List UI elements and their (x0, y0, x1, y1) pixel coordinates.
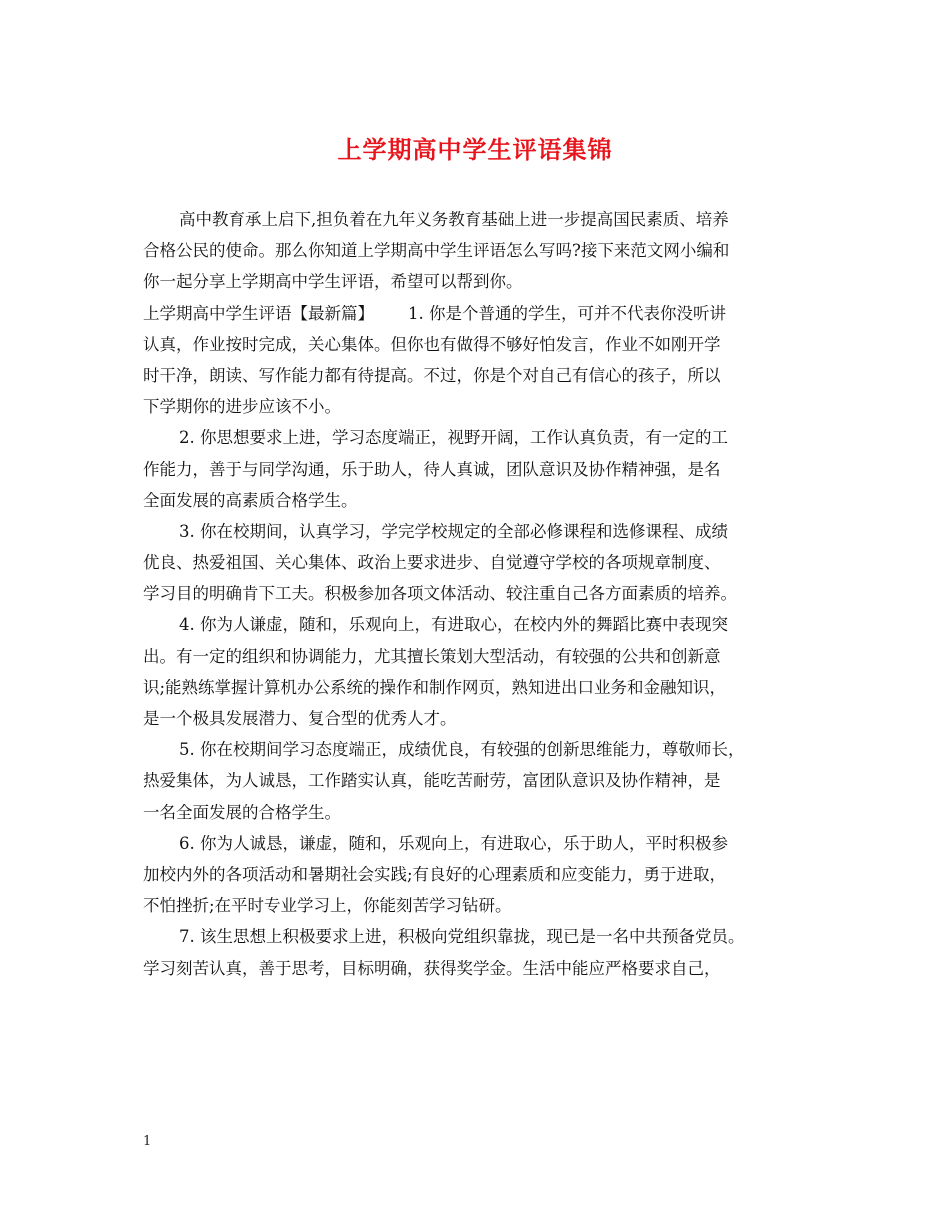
item-line: 3. 你在校期间，认真学习，学完学校规定的全部必修课程和选修课程、成绩 (179, 521, 728, 541)
item-line: 识;能熟练掌握计算机办公系统的操作和制作网页，熟知进出口业务和金融知识， (143, 677, 727, 697)
comment-item-2 (143, 422, 828, 516)
section-heading: 上学期高中学生评语【最新篇】 (143, 303, 374, 323)
comment-item-6 (143, 828, 828, 922)
intro-line: 合格公民的使命。那么你知道上学期高中学生评语怎么写吗?接下来范文网小编和 (143, 241, 730, 261)
item-line: 1. 你是个普通的学生，可并不代表你没听讲 (408, 303, 726, 323)
item-line: 不怕挫折;在平时专业学习上，你能刻苦学习钻研。 (143, 896, 512, 916)
item-line: 热爱集体，为人诚恳，工作踏实认真，能吃苦耐劳，富团队意识及协作精神，是 (143, 771, 721, 791)
intro-line: 高中教育承上启下,担负着在九年义务教育基础上进一步提高国民素质、培养 (179, 210, 729, 229)
intro-paragraph (143, 204, 828, 298)
item-line: 时干净，朗读、写作能力都有待提高。不过，你是个对自己有信心的孩子，所以 (143, 365, 721, 385)
item-line: 全面发展的高素质合格学生。 (143, 490, 358, 510)
item-line: 出。有一定的组织和协调能力，尤其擅长策划大型活动，有较强的公共和创新意 (143, 646, 721, 666)
comment-item-5 (143, 734, 828, 828)
comment-item-1 (143, 298, 828, 423)
section-heading-line (143, 298, 828, 329)
document-body (143, 204, 828, 984)
comment-item-4 (143, 609, 828, 734)
page-number: 1 (143, 1134, 152, 1149)
item-line: 是一个极具发展潜力、复合型的优秀人才。 (143, 709, 457, 728)
comment-item-3 (143, 516, 828, 610)
intro-line: 你一起分享上学期高中学生评语，希望可以帮到你。 (143, 272, 523, 292)
item-line: 一名全面发展的合格学生。 (143, 802, 341, 822)
item-line: 5. 你在校期间学习态度端正，成绩优良，有较强的创新思维能力，尊敬师长， (179, 740, 745, 760)
document-title: 上学期高中学生评语集锦 (337, 135, 613, 164)
item-line: 作能力，善于与同学沟通，乐于助人，待人真诚，团队意识及协作精神强，是名 (143, 459, 721, 479)
item-line: 优良、热爱祖国、关心集体、政治上要求进步、自觉遵守学校的各项规章制度、 (143, 553, 721, 573)
item-line: 7. 该生思想上积极要求上进，积极向党组织靠拢，现已是一名中共预备党员。 (179, 927, 745, 947)
item-line: 认真，作业按时完成，关心集体。但你也有做得不够好怕发言，作业不如刚开学 (143, 334, 721, 354)
item-line: 4. 你为人谦虚，随和，乐观向上，有进取心，在校内外的舞蹈比赛中表现突 (179, 615, 728, 635)
comment-item-7 (143, 921, 828, 983)
item-line: 学习刻苦认真，善于思考，目标明确，获得奖学金。生活中能应严格要求自己， (143, 958, 721, 978)
item-line: 2. 你思想要求上进，学习态度端正，视野开阔，工作认真负责，有一定的工 (179, 428, 728, 448)
item-line: 加校内外的各项活动和暑期社会实践;有良好的心理素质和应变能力，勇于进取， (143, 864, 727, 884)
item-line: 下学期你的进步应该不小。 (143, 397, 341, 417)
item-line: 6. 你为人诚恳，谦虚，随和，乐观向上，有进取心，乐于助人，平时积极参 (179, 833, 728, 853)
item-line: 学习目的明确肯下工夫。积极参加各项文体活动、较注重自己各方面素质的培养。 (143, 584, 737, 604)
